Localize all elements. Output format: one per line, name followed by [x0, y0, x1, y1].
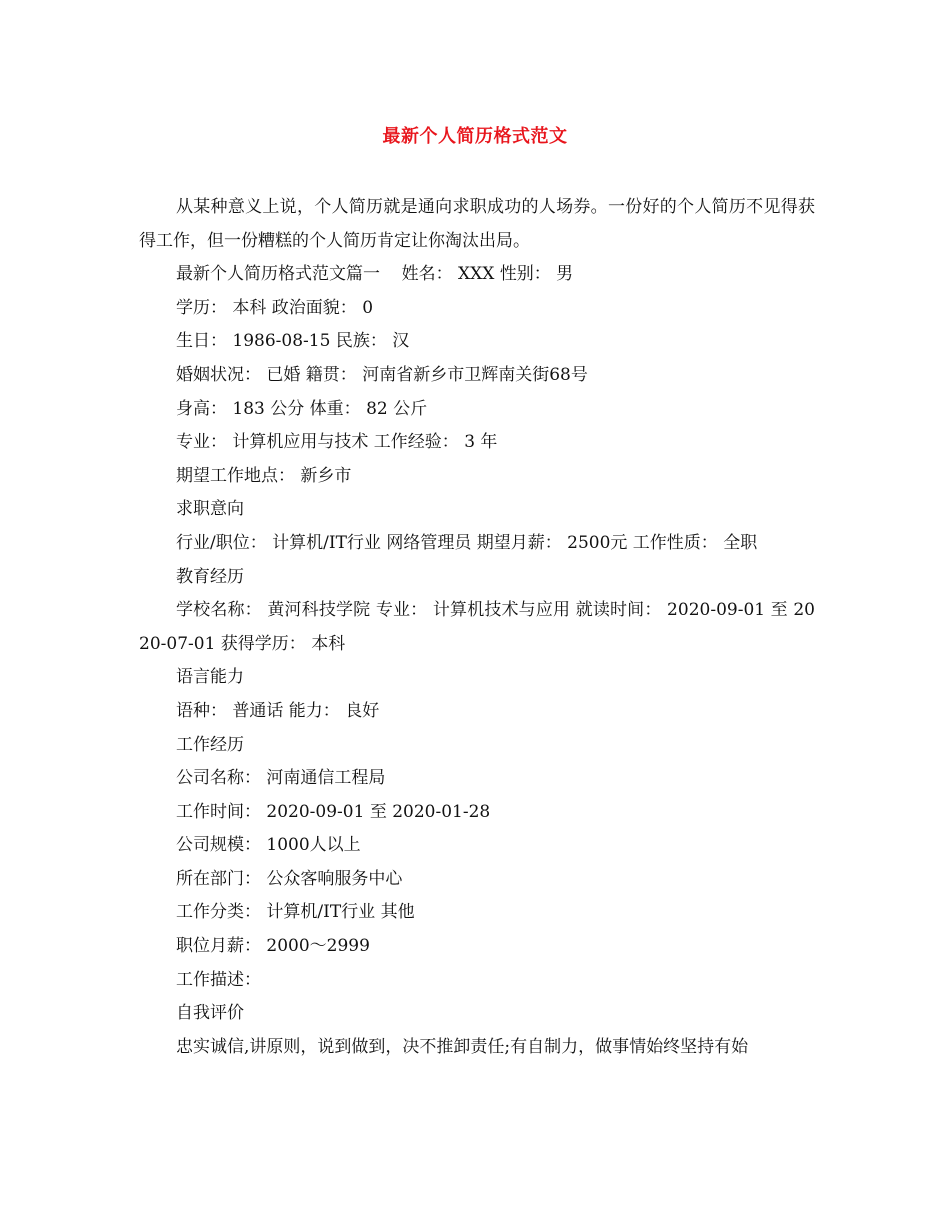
document-title: 最新个人简历格式范文	[382, 126, 568, 147]
birthday-ethnicity-line: 生日： 1986-08-15 民族： 汉	[176, 331, 410, 352]
section-heading-language: 语言能力	[176, 667, 244, 688]
work-description-line: 工作描述：	[176, 969, 261, 990]
height-weight-line: 身高： 183 公分 体重： 82 公斤	[176, 398, 428, 419]
education-politics-line: 学历： 本科 政治面貌： 0	[176, 297, 374, 318]
language-detail-line: 语种： 普通话 能力： 良好	[176, 700, 380, 721]
section-heading-job-intention: 求职意向	[176, 499, 244, 520]
desired-location-line: 期望工作地点： 新乡市	[176, 465, 352, 486]
marital-origin-line: 婚姻状况： 已婚 籍贯： 河南省新乡市卫辉南关街68号	[176, 364, 588, 385]
self-evaluation-line: 忠实诚信,讲原则，说到做到，决不推卸责任;有自制力，做事情始终坚持有始	[176, 1036, 749, 1057]
section-heading-work: 工作经历	[176, 734, 244, 755]
job-intention-line: 行业/职位： 计算机/IT行业 网络管理员 期望月薪： 2500元 工作性质： 全职	[176, 532, 758, 553]
work-category-line: 工作分类： 计算机/IT行业 其他	[176, 902, 415, 923]
department-line: 所在部门： 公众客响服务中心	[176, 868, 403, 889]
document-body	[139, 191, 815, 1064]
section-heading-self-evaluation: 自我评价	[176, 1003, 244, 1024]
company-name-line: 公司名称： 河南通信工程局	[176, 768, 386, 789]
education-detail-line: 学校名称： 黄河科技学院 专业： 计算机技术与应用 就读时间： 2020-09-01 至 2020-07-01 获得学历： 本科	[139, 600, 815, 654]
work-period-line: 工作时间： 2020-09-01 至 2020-01-28	[176, 801, 491, 822]
monthly-salary-line: 职位月薪： 2000～2999	[176, 936, 370, 957]
intro-paragraph: 从某种意义上说，个人简历就是通向求职成功的人场券。一份好的个人简历不见得获得工作，但一份糟糕的个人简历肯定让你淘汰出局。	[139, 197, 815, 251]
major-experience-line: 专业： 计算机应用与技术 工作经验： 3 年	[176, 432, 498, 453]
resume-header-line: 最新个人简历格式范文篇一 姓名： XXX 性别： 男	[176, 264, 574, 285]
section-heading-education: 教育经历	[176, 566, 244, 587]
company-size-line: 公司规模： 1000人以上	[176, 835, 361, 856]
